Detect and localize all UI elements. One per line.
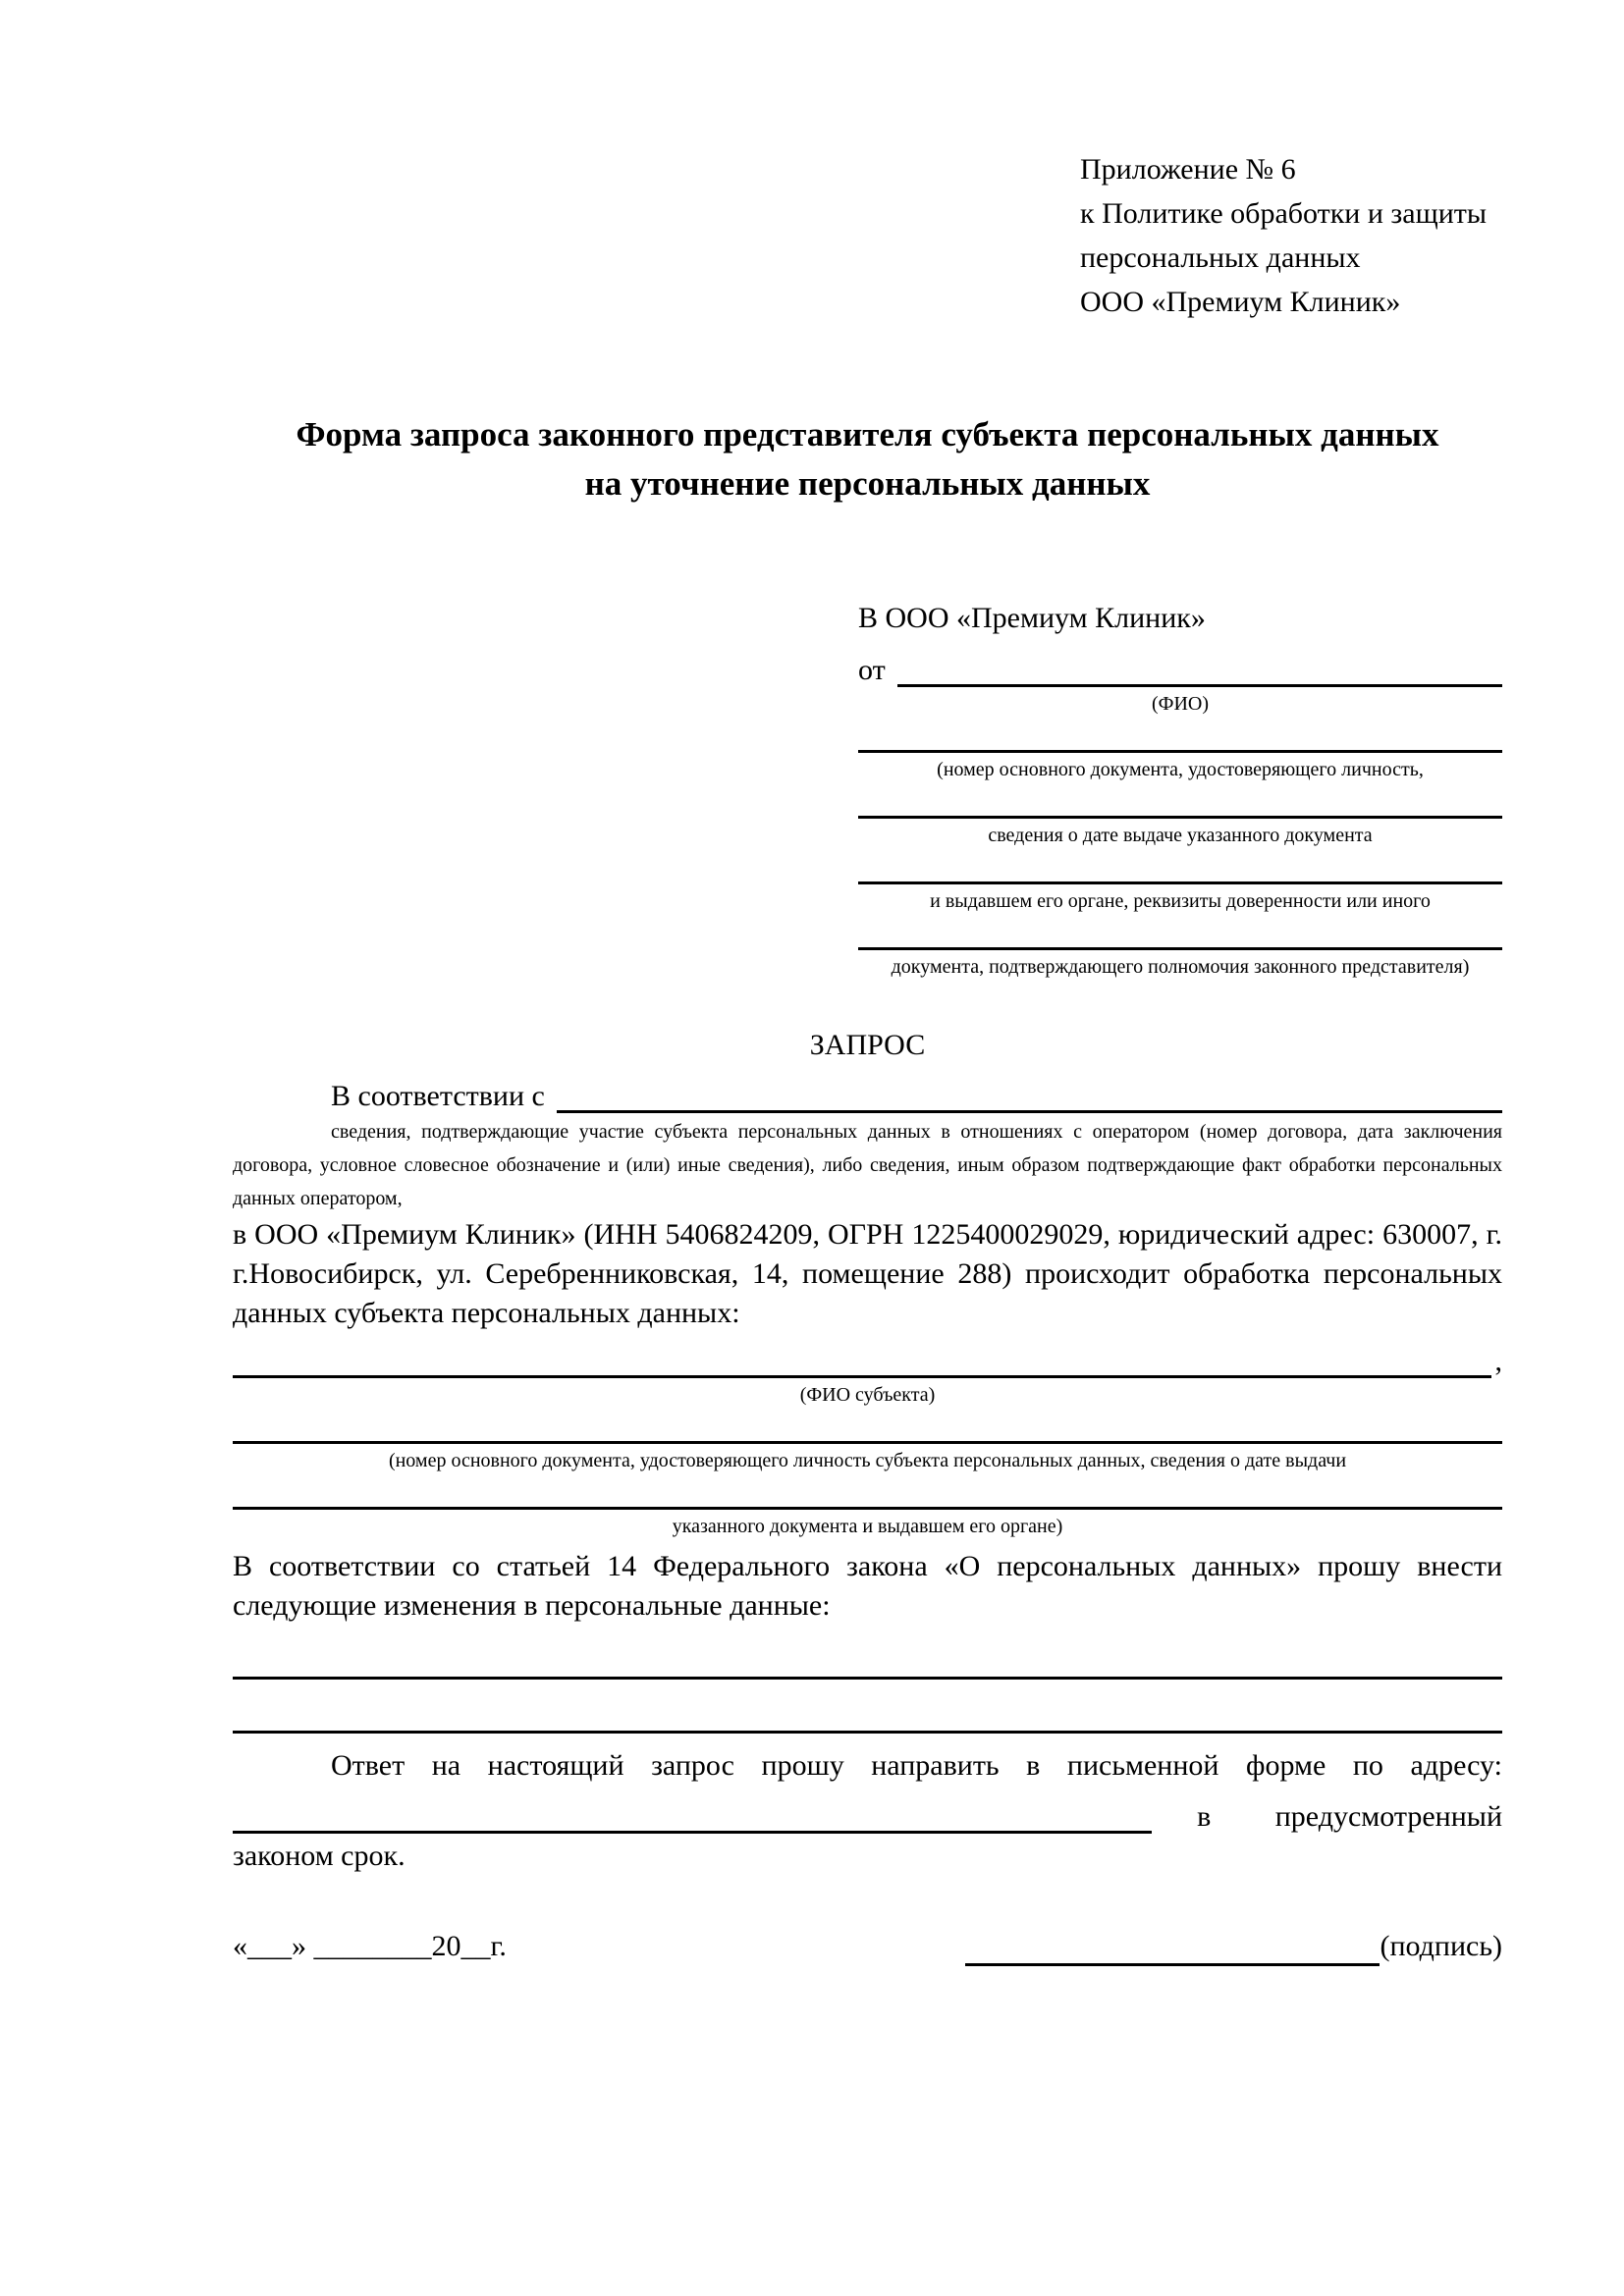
subject-fio-caption: (ФИО субъекта) xyxy=(799,1384,936,1406)
subject-fio-fill-line xyxy=(233,1375,1491,1378)
signature-line xyxy=(965,1926,1380,1966)
reply-tail: в предусмотренный xyxy=(1197,1800,1502,1833)
title-line-2: на уточнение персональных данных xyxy=(584,464,1151,503)
title-line-1: Форма запроса законного представителя субъекта персональных данных xyxy=(296,415,1439,454)
field-caption: документа, подтверждающего полномочия законного представителя) xyxy=(891,956,1470,978)
subject-fio-row xyxy=(233,1333,1502,1378)
ref-line: ООО «Премиум Клиник» xyxy=(1080,286,1401,318)
subject-authority-caption: указанного документа и выдавшем его органе) xyxy=(672,1516,1063,1537)
addressee-to: В ООО «Премиум Клиник» xyxy=(858,602,1206,634)
intro-row xyxy=(233,1066,1502,1113)
field-caption: (номер основного документа, удостоверяющего личность, xyxy=(937,759,1424,780)
changes-fill-line xyxy=(233,1680,1502,1734)
intro-label: В соответствии с xyxy=(331,1080,545,1112)
trailing-comma: , xyxy=(1494,1345,1502,1377)
fio-fill-line xyxy=(897,684,1502,687)
document-title xyxy=(233,410,1502,508)
signature-caption: (подпись) xyxy=(1380,1930,1502,1962)
issue-date-fill-line xyxy=(858,782,1502,819)
from-row xyxy=(858,638,1502,687)
fio-caption: (ФИО) xyxy=(1151,693,1209,715)
changes-fill-line xyxy=(233,1626,1502,1680)
appendix-ref xyxy=(1080,147,1502,324)
field-caption: сведения о дате выдаче указанного документа xyxy=(988,825,1373,846)
subject-document-caption: (номер основного документа, удостоверяющего личность субъекта персональных данных, сведения о дате выдачи xyxy=(388,1450,1347,1471)
request-heading: ЗАПРОС xyxy=(809,1029,926,1061)
ref-line: к Политике обработки и защиты xyxy=(1080,197,1488,230)
issuing-authority-fill-line xyxy=(858,848,1502,884)
addressee-block xyxy=(858,599,1502,980)
reply-address-row xyxy=(233,1789,1502,1834)
subject-authority-fill-line xyxy=(233,1473,1502,1510)
authority-document-fill-line xyxy=(858,914,1502,950)
reply-end: законом срок. xyxy=(233,1840,406,1872)
law-paragraph: В соответствии со статьей 14 Федерального закона «О персональных данных» прошу внести следующие изменения в персональные данные: xyxy=(233,1550,1502,1622)
reply-paragraph: Ответ на настоящий запрос прошу направить в письменной форме по адресу: xyxy=(331,1749,1502,1782)
ref-line: Приложение № 6 xyxy=(1080,153,1296,186)
signature-group xyxy=(965,1926,1502,1966)
operator-paragraph: в ООО «Премиум Клиник» (ИНН 5406824209, ОГРН 1225400029029, юридический адрес: 630007, г. г.Новосибирск, ул. Серебренниковская, 14, помещение 288) происходит обработка персональных данных субъекта персональных данных: xyxy=(233,1218,1502,1329)
from-label: от xyxy=(858,654,886,686)
document-number-fill-line xyxy=(858,717,1502,753)
footer-row xyxy=(233,1926,1502,1966)
date-field: «___» ________20__г. xyxy=(233,1930,507,1962)
subject-document-fill-line xyxy=(233,1408,1502,1444)
basis-fill-line xyxy=(557,1110,1502,1113)
ref-line: персональных данных xyxy=(1080,241,1361,274)
field-caption: и выдавшем его органе, реквизиты доверенности или иного xyxy=(930,890,1431,912)
explanatory-note: сведения, подтверждающие участие субъекта персональных данных в отношениях с оператором (номер договора, дата заключения договора, условное словесное обозначение и (или) иные сведения), либо сведения, иным образом подтверждающие факт обработки персональных данных оператором, xyxy=(233,1121,1502,1209)
